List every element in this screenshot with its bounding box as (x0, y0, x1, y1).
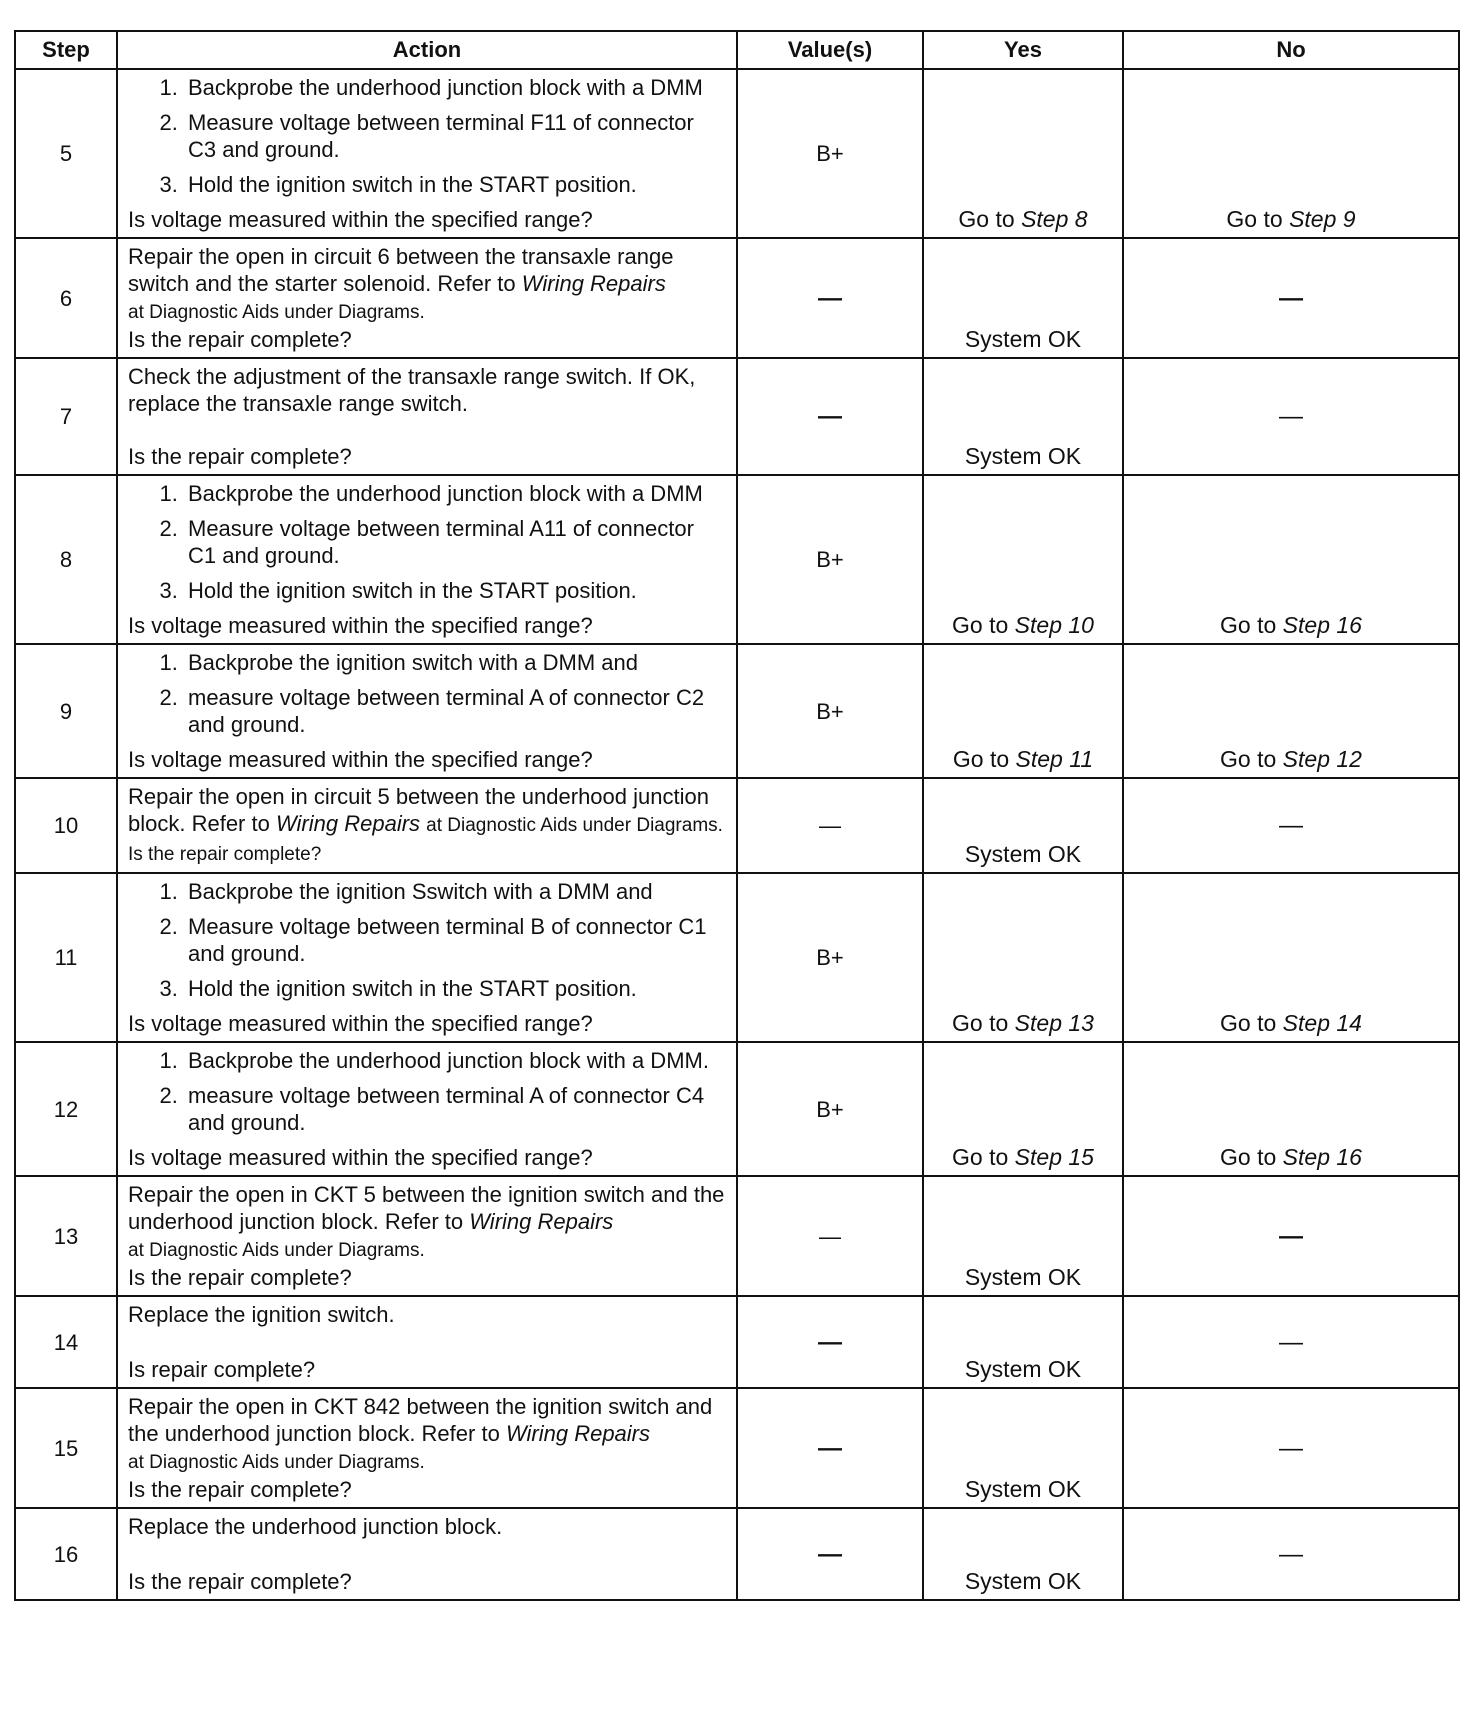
yes-cell (923, 475, 1123, 644)
yes-cell (923, 69, 1123, 238)
no-prefix: Go to (1226, 206, 1283, 232)
action-list (128, 74, 728, 206)
yes-prefix: Go to (952, 612, 1009, 638)
table-row (15, 778, 1459, 873)
step-number: 11 (15, 873, 117, 1042)
value-cell: B+ (737, 475, 923, 644)
action-text: Repair the open in CKT 842 between the ignition switch and the underhood junction block. Refer to (128, 1394, 713, 1446)
value-cell: — (737, 1296, 923, 1388)
no-cell: — (1123, 1508, 1459, 1600)
value-cell: B+ (737, 873, 923, 1042)
action-item: 1. Backprobe the ignition switch with a DMM and (184, 649, 728, 676)
action-list (128, 480, 728, 612)
no-cell: — (1123, 1176, 1459, 1296)
wiring-repairs-ref: Wiring Repairs (469, 1209, 614, 1234)
action-item: 1. Backprobe the ignition Sswitch with a DMM and (184, 878, 728, 905)
action-cell (117, 1508, 737, 1600)
wiring-repairs-ref: Wiring Repairs (275, 811, 421, 836)
yes-cell: System OK (923, 778, 1123, 873)
question-text: Is the repair complete? (128, 1265, 352, 1290)
no-cell: — (1123, 358, 1459, 475)
yes-prefix: Go to (952, 1144, 1009, 1170)
table-row (15, 358, 1459, 475)
step-number: 14 (15, 1296, 117, 1388)
diagnostic-table (14, 30, 1460, 1601)
action-item: 2. measure voltage between terminal A of connector C2 and ground. (184, 684, 728, 738)
no-step-link: Step 9 (1289, 206, 1356, 232)
yes-prefix: Go to (952, 1010, 1009, 1036)
no-cell: — (1123, 238, 1459, 358)
action-cell (117, 475, 737, 644)
value-cell: B+ (737, 644, 923, 778)
no-cell: — (1123, 778, 1459, 873)
action-text: Check the adjustment of the transaxle range switch. If OK, replace the transaxle range switch. (128, 364, 696, 416)
value-cell: — (737, 1388, 923, 1508)
header-no: No (1123, 31, 1459, 69)
action-text: Repair the open in circuit 5 between the underhood junction block. Refer to (128, 784, 709, 836)
yes-step-link: Step 13 (1014, 1010, 1094, 1036)
value-cell: — (737, 358, 923, 475)
no-cell (1123, 69, 1459, 238)
yes-cell: System OK (923, 1296, 1123, 1388)
no-step-link: Step 16 (1282, 612, 1362, 638)
question-text: Is the repair complete? (128, 1569, 352, 1594)
value-cell: B+ (737, 69, 923, 238)
yes-cell: System OK (923, 358, 1123, 475)
question-text: Is repair complete? (128, 1357, 316, 1382)
question-text: Is the repair complete? (128, 327, 352, 352)
action-cell (117, 873, 737, 1042)
table-row (15, 475, 1459, 644)
table-row (15, 1296, 1459, 1388)
no-prefix: Go to (1220, 746, 1277, 772)
value-cell: — (737, 1176, 923, 1296)
action-note: at Diagnostic Aids under Diagrams. (128, 302, 425, 323)
action-item: 1. Backprobe the underhood junction block with a DMM (184, 480, 728, 507)
no-prefix: Go to (1220, 1010, 1277, 1036)
step-number: 13 (15, 1176, 117, 1296)
yes-step-link: Step 11 (1015, 746, 1094, 772)
action-item: 3. Hold the ignition switch in the START position. (184, 171, 728, 198)
no-cell: — (1123, 1388, 1459, 1508)
action-note: at Diagnostic Aids under Diagrams. (426, 815, 723, 836)
action-note: at Diagnostic Aids under Diagrams. (128, 1452, 425, 1473)
action-cell (117, 1296, 737, 1388)
no-cell (1123, 475, 1459, 644)
header-step: Step (15, 31, 117, 69)
action-list (128, 1047, 728, 1144)
action-item: 1. Backprobe the underhood junction block with a DMM (184, 74, 728, 101)
value-cell: B+ (737, 1042, 923, 1176)
question-text: Is the repair complete? (128, 1477, 352, 1502)
yes-prefix: Go to (952, 746, 1010, 772)
question-text: Is voltage measured within the specified range? (128, 613, 593, 638)
action-item: 2. Measure voltage between terminal A11 of connector C1 and ground. (184, 515, 728, 569)
action-cell (117, 778, 737, 873)
yes-step-link: Step 10 (1014, 612, 1094, 638)
yes-cell (923, 873, 1123, 1042)
yes-cell: System OK (923, 1508, 1123, 1600)
table-row (15, 238, 1459, 358)
yes-cell: System OK (923, 1176, 1123, 1296)
no-cell (1123, 644, 1459, 778)
yes-step-link: Step 8 (1021, 206, 1088, 232)
action-item: 3. Hold the ignition switch in the START position. (184, 975, 728, 1002)
no-cell: — (1123, 1296, 1459, 1388)
action-cell (117, 238, 737, 358)
action-cell (117, 69, 737, 238)
step-number: 6 (15, 238, 117, 358)
no-step-link: Step 12 (1282, 746, 1362, 772)
table-row (15, 644, 1459, 778)
action-item: 2. Measure voltage between terminal B of connector C1 and ground. (184, 913, 728, 967)
question-text: Is voltage measured within the specified range? (128, 747, 593, 772)
no-cell (1123, 1042, 1459, 1176)
step-number: 8 (15, 475, 117, 644)
question-text: Is voltage measured within the specified range? (128, 207, 593, 232)
action-cell (117, 1042, 737, 1176)
table-row (15, 1388, 1459, 1508)
yes-cell: System OK (923, 238, 1123, 358)
wiring-repairs-ref: Wiring Repairs (521, 271, 666, 296)
wiring-repairs-ref: Wiring Repairs (505, 1421, 651, 1446)
step-number: 10 (15, 778, 117, 873)
table-row (15, 1176, 1459, 1296)
diagnostic-table-sheet (14, 30, 1458, 1601)
no-prefix: Go to (1220, 1144, 1277, 1170)
header-yes: Yes (923, 31, 1123, 69)
question-text: Is voltage measured within the specified range? (128, 1011, 593, 1036)
action-text: Replace the underhood junction block. (128, 1514, 503, 1539)
yes-step-link: Step 15 (1014, 1144, 1094, 1170)
value-cell: — (737, 238, 923, 358)
yes-cell: System OK (923, 1388, 1123, 1508)
table-row (15, 1508, 1459, 1600)
action-item: 1. Backprobe the underhood junction block with a DMM. (184, 1047, 728, 1074)
action-cell (117, 1388, 737, 1508)
action-text: Repair the open in CKT 5 between the ignition switch and the underhood junction block. Refer to (128, 1182, 725, 1234)
no-step-link: Step 16 (1282, 1144, 1362, 1170)
value-cell: — (737, 1508, 923, 1600)
question-text: Is the repair complete? (128, 444, 352, 469)
action-cell (117, 358, 737, 475)
yes-cell (923, 644, 1123, 778)
yes-cell (923, 1042, 1123, 1176)
action-text: Replace the ignition switch. (128, 1302, 395, 1327)
action-item: 2. Measure voltage between terminal F11 of connector C3 and ground. (184, 109, 728, 163)
header-action: Action (117, 31, 737, 69)
header-row (15, 31, 1459, 69)
question-text: Is voltage measured within the specified range? (128, 1145, 593, 1170)
value-cell: — (737, 778, 923, 873)
step-number: 15 (15, 1388, 117, 1508)
step-number: 5 (15, 69, 117, 238)
action-note: at Diagnostic Aids under Diagrams. (128, 1240, 425, 1261)
question-text: Is the repair complete? (128, 844, 322, 865)
table-row (15, 69, 1459, 238)
step-number: 9 (15, 644, 117, 778)
table-row (15, 873, 1459, 1042)
step-number: 12 (15, 1042, 117, 1176)
action-item: 2. measure voltage between terminal A of connector C4 and ground. (184, 1082, 728, 1136)
action-list (128, 649, 728, 746)
no-prefix: Go to (1220, 612, 1277, 638)
action-item: 3. Hold the ignition switch in the START position. (184, 577, 728, 604)
yes-prefix: Go to (958, 206, 1015, 232)
table-row (15, 1042, 1459, 1176)
action-list (128, 878, 728, 1010)
no-cell (1123, 873, 1459, 1042)
step-number: 16 (15, 1508, 117, 1600)
action-text: Repair the open in circuit 6 between the transaxle range switch and the starter solenoid. Refer to (128, 244, 674, 296)
action-cell (117, 1176, 737, 1296)
step-number: 7 (15, 358, 117, 475)
action-cell (117, 644, 737, 778)
no-step-link: Step 14 (1282, 1010, 1362, 1036)
header-values: Value(s) (737, 31, 923, 69)
